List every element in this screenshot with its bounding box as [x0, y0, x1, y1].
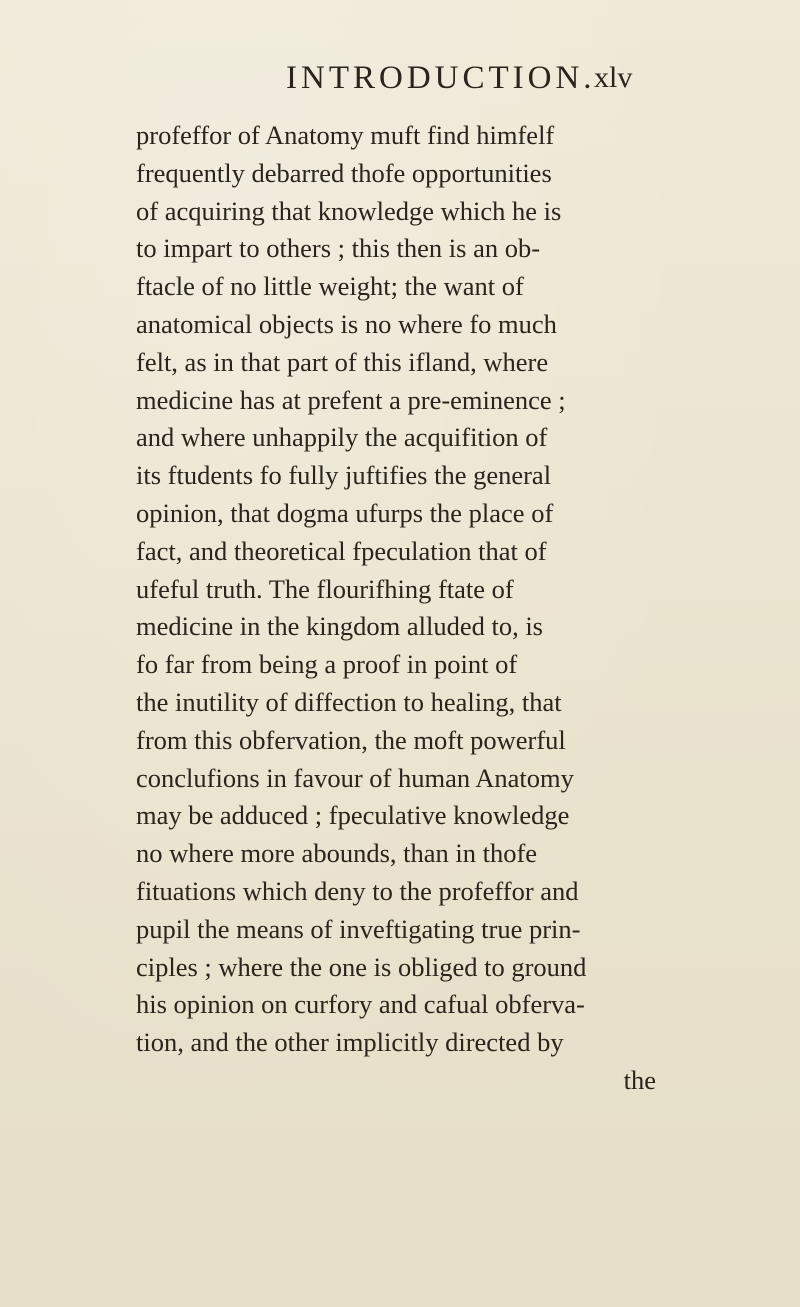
text-line: his opinion on curfory and cafual obferva-	[136, 989, 585, 1020]
text-line: may be adduced ; fpeculative knowledge	[136, 800, 570, 831]
text-line: fituations which deny to the profeffor and	[136, 875, 579, 906]
text-line: its ftudents fo fully juftifies the general	[136, 460, 552, 491]
text-line: from this obfervation, the moft powerful	[136, 724, 566, 755]
text-line: no where more abounds, than in thofe	[136, 838, 538, 869]
text-line: and where unhappily the acquifition of	[136, 422, 548, 453]
text-line: opinion, that dogma ufurps the place of	[136, 497, 554, 528]
text-line: pupil the means of inveftigating true prin-	[136, 913, 581, 944]
text-line: medicine in the kingdom alluded to, is	[136, 611, 543, 642]
page-number: xlv	[594, 61, 633, 94]
body-text	[136, 117, 656, 1100]
text-line: ciples ; where the one is obliged to ground	[136, 951, 587, 982]
running-head	[0, 58, 800, 98]
text-line: fo far from being a proof in point of	[136, 649, 518, 680]
running-head-title: INTRODUCTION.	[286, 60, 596, 96]
text-line: frequently debarred thofe opportunities	[136, 157, 552, 188]
text-line: to impart to others ; this then is an ob-	[136, 233, 541, 264]
text-line: felt, as in that part of this ifland, where	[136, 346, 549, 377]
text-line: medicine has at prefent a pre-eminence ;	[136, 384, 566, 415]
catchword: the	[623, 1064, 656, 1095]
text-line: ftacle of no little weight; the want of	[136, 271, 524, 302]
text-line: of acquiring that knowledge which he is	[136, 195, 562, 226]
text-line: conclufions in favour of human Anatomy	[136, 762, 574, 793]
text-line: tion, and the other implicitly directed by	[136, 1027, 564, 1058]
text-line: the inutility of diffection to healing, that	[136, 686, 562, 717]
text-line: profeffor of Anatomy muft find himfelf	[136, 120, 555, 150]
text-line: ufeful truth. The flourifhing ftate of	[136, 573, 514, 604]
text-line: fact, and theoretical fpeculation that of	[136, 535, 547, 566]
text-line: anatomical objects is no where fo much	[136, 308, 557, 339]
